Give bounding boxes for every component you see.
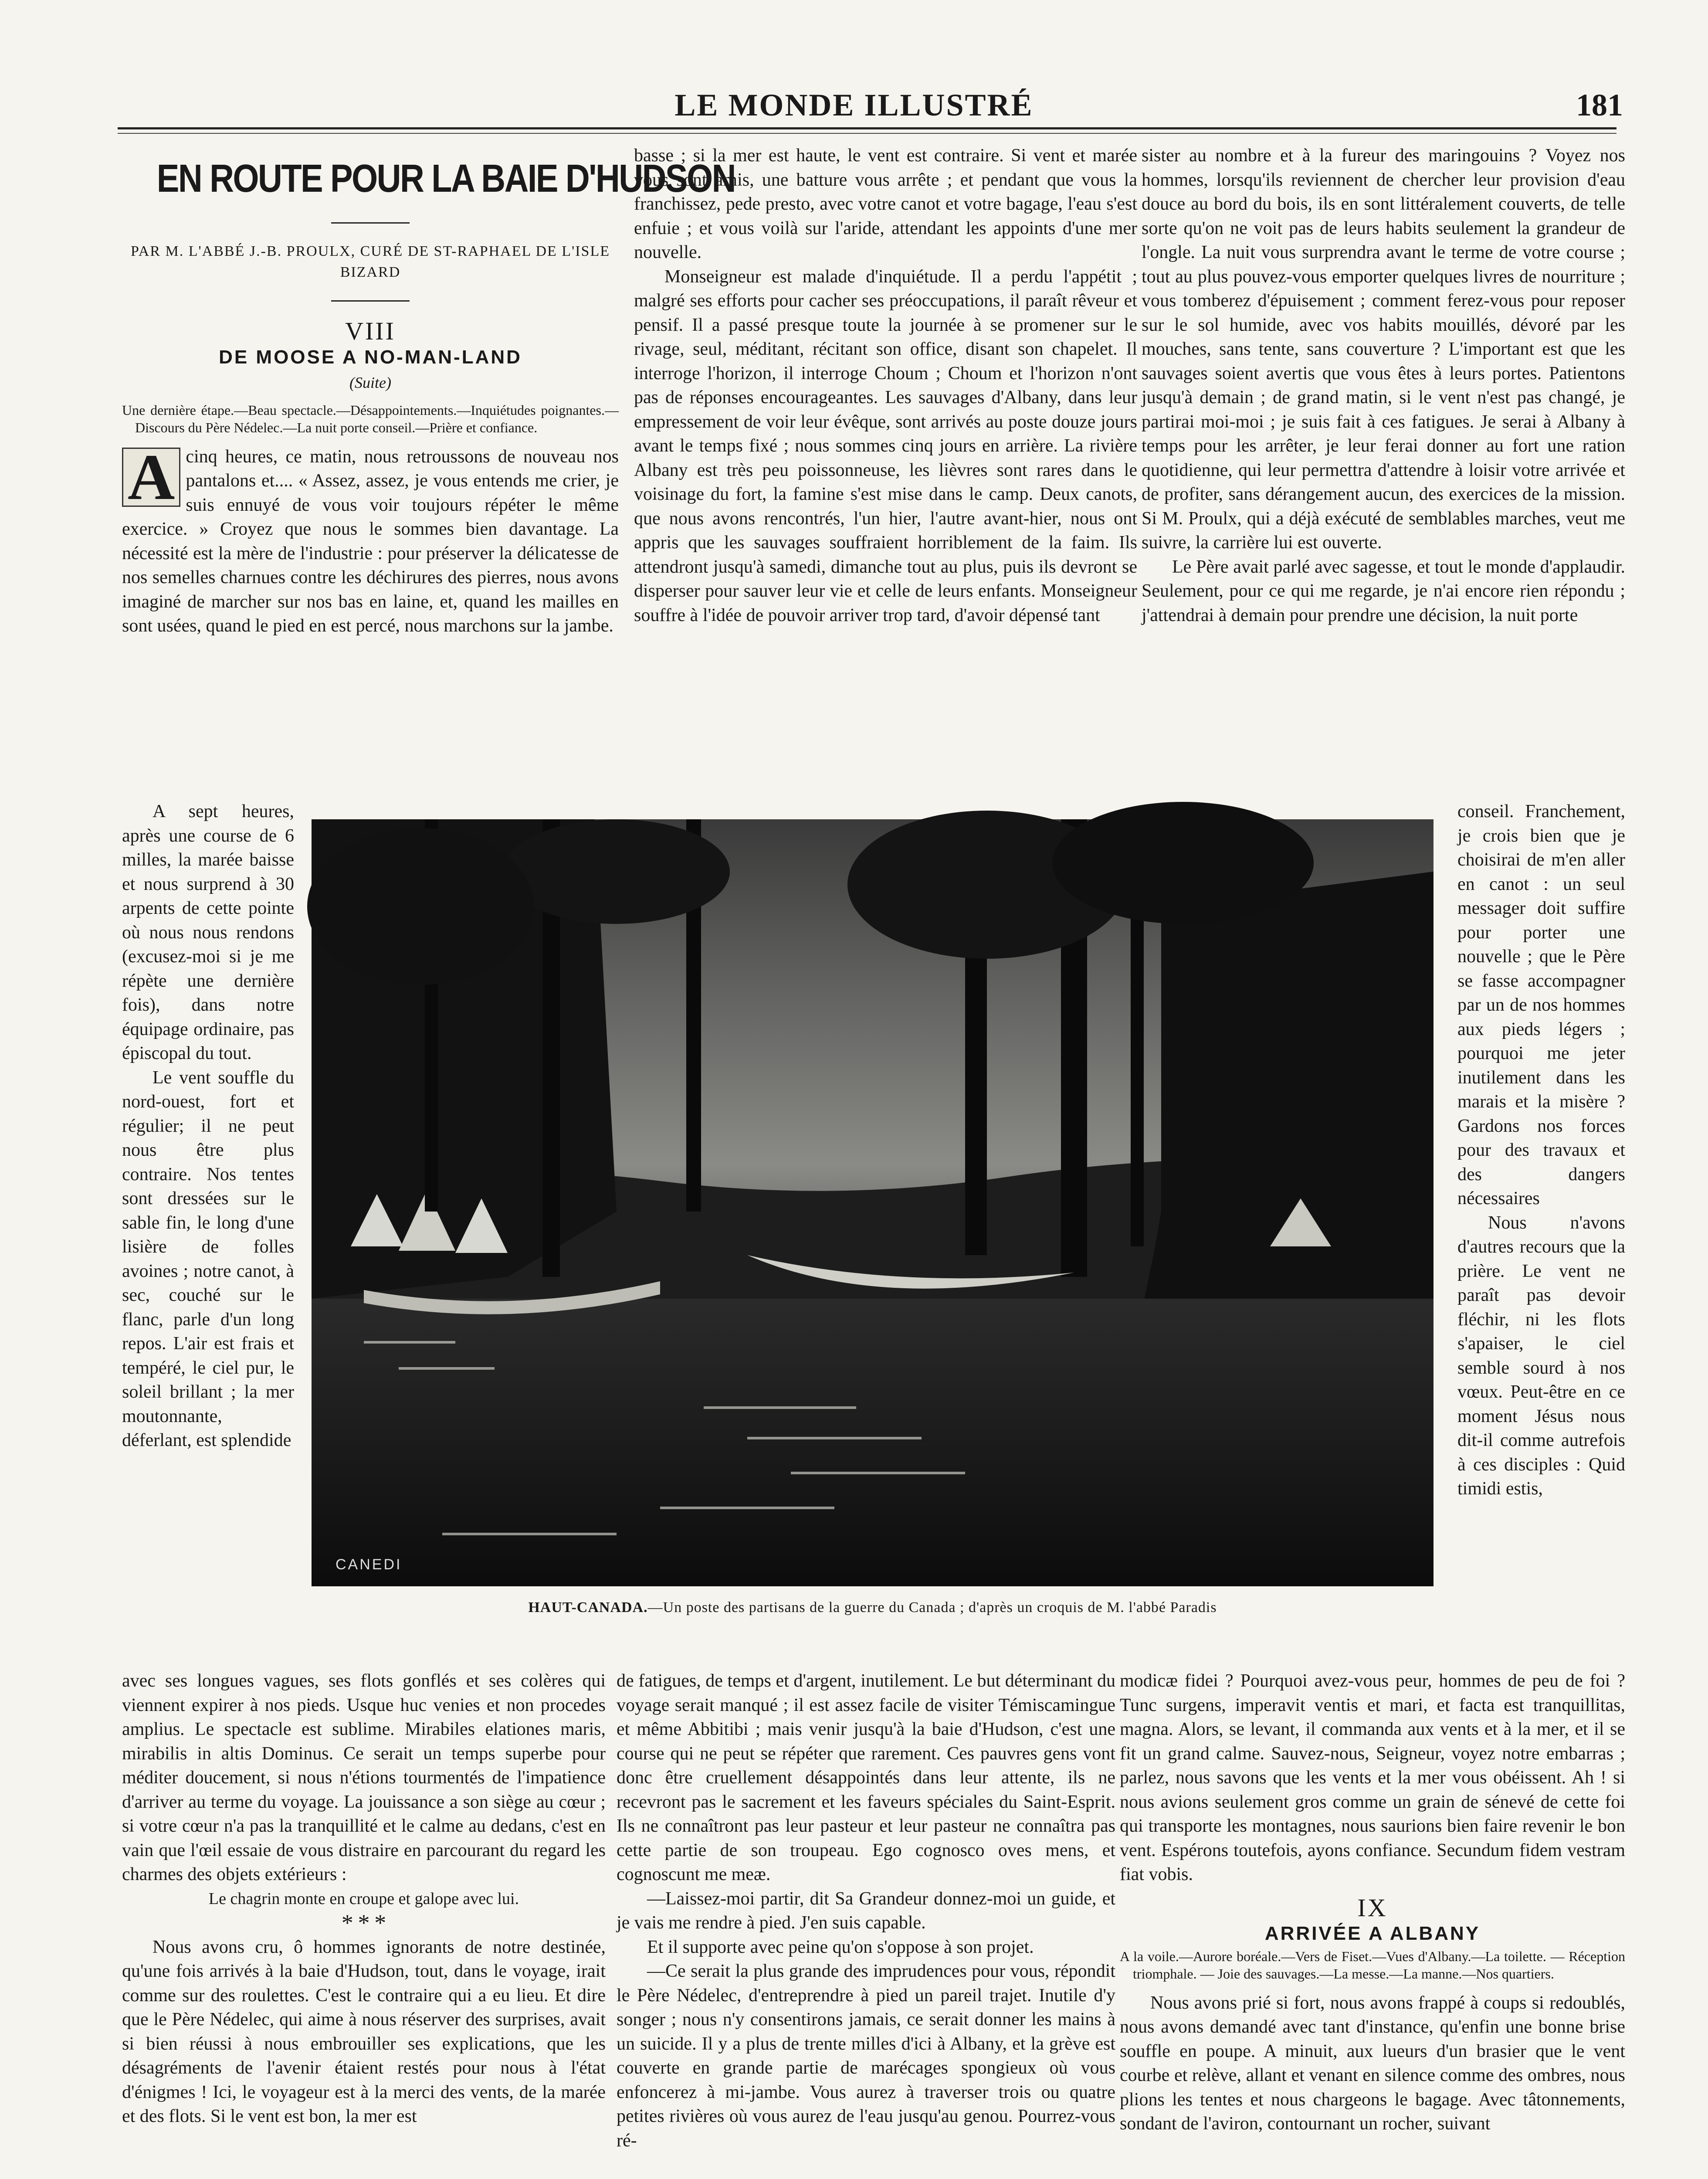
page-header xyxy=(0,87,1708,122)
engraver-signature: CANEDI xyxy=(336,1556,402,1573)
chapter-number: VIII xyxy=(345,317,396,345)
column-1-bottom xyxy=(122,1669,606,2179)
journal-title: LE MONDE ILLUSTRÉ xyxy=(674,88,1034,122)
chapter2-number: IX xyxy=(1357,1893,1388,1922)
paragraph: Monseigneur est malade d'inquiétude. Il a perdu l'appétit ; malgré ses efforts pour cacher ses préoccupations, il paraît rêveur et pensif. Il a passé presque toute la journée à se promener sur le rivage, seul, méditant, récitant son office, disant son chapelet. Il interroge l'horizon, il interroge Choum ; Choum et l'horizon n'ont pas de réponses encourageantes. Les sauvages d'Albany, dans leur empressement de voir leur évêque, sont arrivés au poste douze jours avant le temps fixé ; nous sommes cinq jours en arrière. La rivière Albany est très peu poissonneuse, les lièvres sont rares dans le voisinage du fort, la famine s'est mise dans le camp. Deux canots, que nous avons rencontrés, l'un hier, l'autre avant-hier, nous ont appris que les sauvages souffraient horriblement de la faim. Ils attendront jusqu'à samedi, dimanche tout au plus, puis ils devront se disperser pour sauver leur vie et celle de leurs enfants. Monseigneur souffre à l'idée de pouvoir arriver trop tard, d'avoir dépensé tant xyxy=(634,266,1137,625)
section-stars: * * * xyxy=(341,1910,386,1936)
paragraph: Le Père avait parlé avec sagesse, et tout le monde d'applaudir. Seulement, pour ce qui me regarde, je n'ai encore rien répondu ; j'attendrai à demain pour prendre une décision, la nuit porte xyxy=(1142,557,1625,625)
column-3-bottom xyxy=(1120,1669,1625,2179)
paragraph: —Ce serait la plus grande des imprudences pour vous, répondit le Père Nédelec, d'entreprendre à pied un pareil trajet. Inutile d'y songer ; nous n'y consentirons jamais, ce serait donner les mains à un suicide. Il y a plus de trente milles d'ici à Albany, et la grève est couverte en grande partie de marécages spongieux où vous enfoncerez à mi-jambe. Vous aurez à traverser trois ou quatre petites rivières où vous aurez de l'eau jusqu'au genou. Pourrez-vous ré- xyxy=(617,1961,1115,2151)
verse-line: Le chagrin monte en croupe et galope avec lui. xyxy=(208,1889,519,1908)
column-3-top xyxy=(1142,144,1625,784)
chapter2-summary: A la voile.—Aurore boréale.—Vers de Fiset.—Vues d'Albany.—La toilette. — Réception triomphale. — Joie des sauvages.—La messe.—La manne.—Nos quartiers. xyxy=(1120,1948,1625,1982)
paragraph: Nous n'avons d'autres recours que la prière. Le vent ne paraît pas devoir fléchir, ni les flots s'apaiser, le ciel semble sourd à nos vœux. Peut-être en ce moment Jésus nous dit-il comme autrefois à ces disciples : Quid timidi estis, xyxy=(1457,1212,1625,1499)
paragraph: A sept heures, après une course de 6 milles, la marée baisse et nous surprend à 30 arpents de cette pointe où nous nous rendons (excusez-moi si je me répète une dernière fois), dans notre équipage ordinaire, pas épiscopal du tout. xyxy=(122,801,294,1063)
paragraph: Et il supporte avec peine qu'on s'oppose à son projet. xyxy=(647,1937,1034,1957)
paragraph: modicæ fidei ? Pourquoi avez-vous peur, hommes de peu de foi ? Tunc surgens, imperavit ventis et mari, et facta est tranquillitas, magna. Alors, se levant, il commanda aux vents et à la mer, et il se fit un grand calme. Sauvez-nous, Seigneur, voyez notre embarras ; parlez, nous savons que les vents et la mer vous obéissent. Ah ! si nous avions seulement gros comme un grain de sénevé de cette foi qui transporte les montagnes, nous saurions bien faire revenir le bon vent. Espérons toutefois, ayons confiance. Secundum fidem vestram fiat vobis. xyxy=(1120,1671,1625,1884)
chapter2-title: ARRIVÉE A ALBANY xyxy=(1264,1923,1481,1944)
header-rule-thick xyxy=(118,127,1616,129)
paragraph: —Laissez-moi partir, dit Sa Grandeur donnez-moi un guide, et je vais me rendre à pied. J'en suis capable. xyxy=(617,1888,1115,1933)
engraving-drawing xyxy=(312,819,1434,1586)
column-2-bottom xyxy=(617,1669,1115,2179)
article-byline: PAR M. L'ABBÉ J.-B. PROULX, CURÉ DE ST-RAPHAEL DE L'ISLE BIZARD xyxy=(131,243,610,280)
paragraph: avec ses longues vagues, ses flots gonflés et ses colères qui viennent expirer à nos pieds. Usque huc venies et non procedes amplius. Le spectacle est sublime. Mirabiles elationes maris, mirabilis in altis Dominus. Ce serait un temps superbe pour méditer doucement, si nous n'étions tourmentés de l'impatience d'arriver au terme du voyage. La jouissance a son siège au cœur ; si votre cœur n'a pas la tranquillité et le calme au dedans, c'est en vain que l'œil essaie de vous distraire en parcourant du regard les charmes des objets extérieurs : xyxy=(122,1671,606,1884)
chapter-summary: Une dernière étape.—Beau spectacle.—Désappointements.—Inquiétudes poignantes.—Discours du Père Nédelec.—La nuit porte conseil.—Prière et confiance. xyxy=(122,402,619,435)
caption-text: —Un poste des partisans de la guerre du Canada ; d'après un croquis de M. l'abbé Paradis xyxy=(647,1599,1217,1616)
byline-separator xyxy=(331,300,410,302)
paragraph: Nous avons cru, ô hommes ignorants de notre destinée, qu'une fois arrivés à la baie d'Hudson, tout, dans le voyage, irait comme sur des roulettes. C'est le contraire qui a eu lieu. Et dire que le Père Nédelec, qui aime à nous réserver des surprises, avait si bien réussi à nous embrouiller ses explications, que les désagréments de l'avenir étaient restés pour nous à l'état d'énigmes ! Ici, le voyageur est à la merci des vents, de la marée et des flots. Si le vent est bon, la mer est xyxy=(122,1937,606,2126)
title-separator xyxy=(331,222,410,224)
column-3-narrow xyxy=(1457,800,1625,1652)
paragraph: basse ; si la mer est haute, le vent est contraire. Si vent et marée vous sont amis, une batture vous arrête ; et pendant que vous la franchissez, pede presto, avec votre canot et votre bagage, l'eau s'est enfuie ; et vous voilà sur l'aride, attendant les appoints d'une mer nouvelle. xyxy=(634,146,1137,262)
column-1-top xyxy=(122,144,735,798)
illustration-caption xyxy=(312,1599,1434,1616)
opening-paragraph xyxy=(122,441,619,638)
header-rule-thin xyxy=(118,133,1616,134)
article-title: EN ROUTE POUR LA BAIE D'HUDSON xyxy=(156,157,735,200)
chapter-suite: (Suite) xyxy=(349,374,391,391)
paragraph: conseil. Franchement, je crois bien que je choisirai de m'en aller en canot : un seul messager doit suffire pour porter une nouvelle ; que le Père se fasse accompagner par un de nos hommes aux pieds légers ; pourquoi me jeter inutilement dans les marais et la misère ? Gardons nos forces pour des travaux et des dangers nécessaires xyxy=(1457,801,1625,1208)
opening-text: cinq heures, ce matin, nous retroussons de nouveau nos pantalons et.... « Assez, assez, je vous entends me crier, je suis ennuyé de vous voir toujours répéter le même exercice. » Croyez que nous le sommes bien davantage. La nécessité est la mère de l'industrie : pour préserver la délicatesse de nos semelles charnues contre les déchirures des pierres, nous avons imaginé de marcher sur nos bas en laine, et, quand les mailles en sont usées, quand le pied en est percé, nous marchons sur la jambe. xyxy=(122,446,619,636)
chapter-title: DE MOOSE A NO-MAN-LAND xyxy=(219,346,522,368)
paragraph: de fatigues, de temps et d'argent, inutilement. Le but déterminant du voyage serait manqué ; il est assez facile de visiter Témiscamingue et même Abbitibi ; mais venir jusqu'à la baie d'Hudson, c'est une course qui ne peut se répéter que rarement. Ces pauvres gens vont donc être cruellement désappointés dans leur attente, ils ne recevront pas le sacrement et les faveurs spéciales du Saint-Esprit. Ils ne connaîtront pas leur pasteur et leur pasteur ne connaîtra pas cette partie de son troupeau. Ego cognosco oves mens, et cognoscunt me meæ. xyxy=(617,1671,1115,1884)
column-1-narrow xyxy=(122,800,294,1658)
paragraph: sister au nombre et à la fureur des maringouins ? Voyez nos hommes, lorsqu'ils reviennent de chercher leur provision d'eau douce au bord du bois, ils en sont littéralement couverts, de telle sorte qu'on ne voit pas de leurs habits seulement la grandeur de l'ongle. La nuit vous surprendra avant le terme de votre course ; tout au plus pouvez-vous emporter quelques livres de nourriture ; vous tomberez d'épuisement ; comment ferez-vous pour reposer sur le sol humide, avec vos habits mouillés, dévoré par les mouches, sans tente, sans couverture ? L'important est que les sauvages soient avertis que vous êtes à leurs portes. Patientons jusqu'à demain ; de grand matin, si le vent n'est pas changé, je partirai moi-moi ; je suis fait à ces fatigues. Je serai à Albany à temps pour les arrêter, je leur ferai donner au fort une ration quotidienne, qui leur permettra d'attendre à loisir votre arrivée et de profiter, sans dérangement aucun, des exercices de la mission. Si M. Proulx, qui a déjà exécuté de semblables marches, veut me suivre, la carrière lui est ouverte. xyxy=(1142,146,1625,553)
engraving-illustration xyxy=(312,819,1434,1586)
page-number: 181 xyxy=(1576,88,1623,122)
drop-cap: A xyxy=(122,448,180,507)
paragraph: Nous avons prié si fort, nous avons frappé à coups si redoublés, nous avons demandé avec tant d'instance, qu'enfin une bonne brise souffle en poupe. A minuit, aux lueurs d'un brasier que le vent courbe et relève, allant et venant en silence comme des ombres, nous plions les tentes et nous chargeons le bagage. Avec tâtonnements, sondant de l'aviron, contournant un rocher, suivant xyxy=(1120,1992,1625,2134)
caption-lead: HAUT-CANADA. xyxy=(528,1599,648,1616)
paragraph: Le vent souffle du nord-ouest, fort et régulier; il ne peut nous être plus contraire. Nos tentes sont dressées sur le sable fin, le long d'une lisière de folles avoines ; notre canot, à sec, couché sur le flanc, parle d'un long repos. L'air est frais et tempéré, le ciel pur, le soleil brillant ; la mer moutonnante, déferlant, est splendide xyxy=(122,1067,294,1450)
column-2-top xyxy=(634,144,1137,784)
